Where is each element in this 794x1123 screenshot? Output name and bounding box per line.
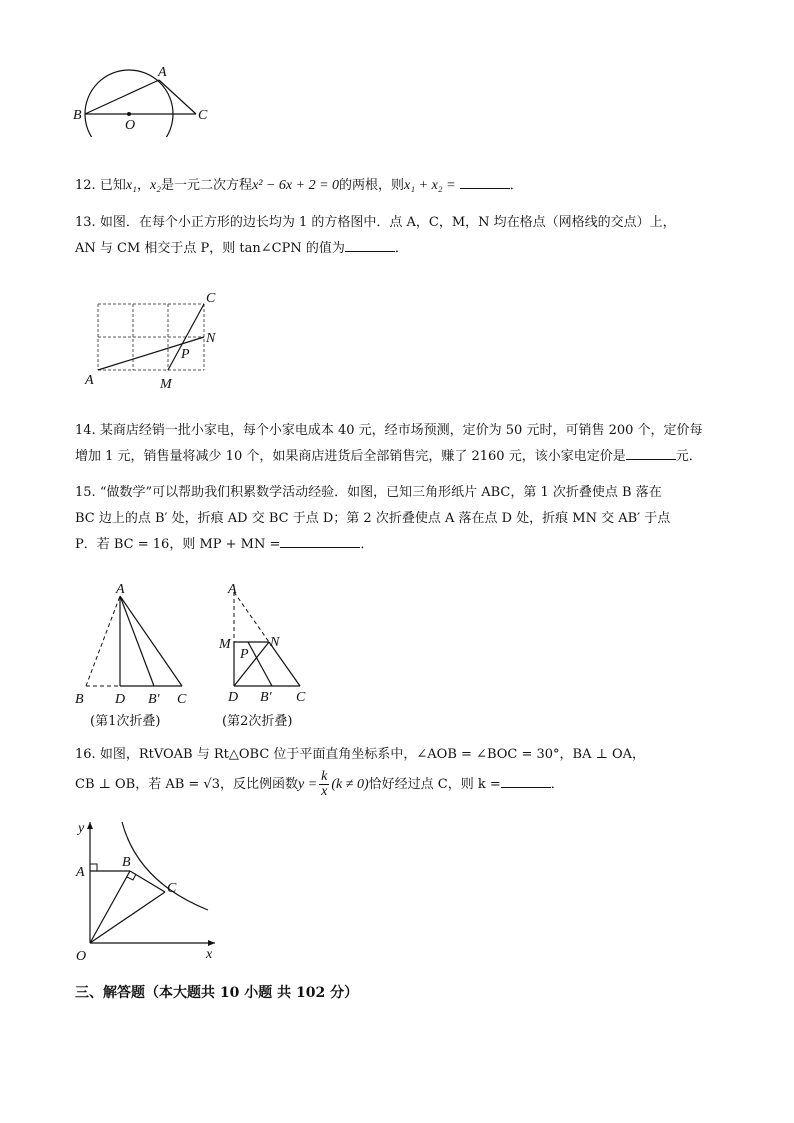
center-point: [127, 112, 131, 116]
answer-blank[interactable]: [626, 445, 676, 460]
dashed-an: [234, 592, 269, 642]
figure-fold-1: [72, 582, 202, 712]
section-heading: 三、解答题（本大题共 10 小题 共 102 分）: [75, 985, 359, 1001]
q15-end: ．: [360, 537, 374, 552]
label-p: P: [240, 647, 249, 662]
question-16: [75, 740, 725, 800]
label-b: B: [75, 692, 84, 707]
q12-end: ．: [509, 178, 523, 193]
right-angle-a-icon: [90, 864, 97, 871]
q15-line3: P．若 BC = 16，则 MP + MN =: [75, 537, 281, 552]
answer-blank[interactable]: [501, 773, 551, 788]
label-a: A: [228, 582, 237, 597]
label-c: C: [206, 291, 216, 306]
q13-line1: 如图．在每个小正方形的边长均为 1 的方格图中．点 A，C，M，N 均在格点（网格线的交点）上，: [99, 215, 676, 230]
question-12: [75, 173, 725, 199]
label-d: D: [228, 690, 239, 705]
answer-blank[interactable]: [345, 237, 395, 252]
label-c: C: [177, 692, 187, 707]
label-o: O: [76, 949, 87, 964]
q12-sep: ，: [136, 178, 150, 193]
figure-coordinate: [70, 812, 230, 972]
q12-mid: 是一元二次方程: [161, 178, 253, 193]
q16-line2: CB ⊥ OB，若 AB = √3，反比例函数: [75, 777, 298, 792]
label-x: x: [206, 947, 213, 962]
q16-end: ．: [550, 777, 564, 792]
coordinate-diagram: [70, 812, 230, 972]
label-b-prime: B′: [148, 692, 160, 707]
figure-circle-tangent: [70, 62, 220, 137]
fraction-numerator: k: [321, 769, 328, 784]
circle-diagram: [70, 62, 220, 137]
q16-line1: 如图，RtVOAB 与 Rt△OBC 位于平面直角坐标系中，∠AOB = ∠BOC = 30°，BA ⊥ OA，: [99, 747, 646, 762]
grid-diagram: [80, 290, 230, 395]
q15-line2: BC 边上的点 B′ 处，折痕 AD 交 BC 于点 D；第 2 次折叠使点 A 落在点 D 处，折痕 MN 交 AB′ 于点: [75, 511, 671, 526]
fold1-diagram: [72, 582, 202, 712]
label-m: M: [160, 377, 172, 392]
fraction-denominator: x: [321, 784, 328, 799]
x-axis-arrow-icon: [208, 940, 215, 946]
question-14: [75, 418, 725, 470]
label-c: C: [198, 108, 208, 123]
label-o: O: [125, 118, 136, 133]
q15-line1: “做数学”可以帮助我们积累数学活动经验．如图，已知三角形纸片 ABC，第 1 次折叠使点 B 落在: [99, 485, 662, 500]
q14-line1: 某商店经销一批小家电，每个小家电成本 40 元，经市场预测，定价为 50 元时，可销售 200 个，定价每: [99, 423, 703, 438]
line-ac: [120, 596, 182, 686]
answer-blank[interactable]: [460, 174, 510, 189]
fold2-diagram: [214, 580, 324, 710]
question-number: 12.: [75, 178, 96, 193]
label-n: N: [270, 635, 280, 650]
question-number: 13.: [75, 215, 96, 230]
line-oc: [90, 892, 165, 943]
figure-fold-2: [214, 580, 324, 710]
q12-equation: x² − 6x + 2 = 0: [252, 178, 340, 193]
label-p: P: [181, 347, 190, 362]
answer-blank[interactable]: [280, 533, 360, 548]
label-a: A: [116, 582, 125, 597]
label-c: C: [167, 881, 177, 896]
q12-x1: x₁: [125, 178, 137, 193]
label-b-prime: B′: [260, 690, 272, 705]
label-a: A: [85, 373, 94, 388]
label-d: D: [115, 692, 126, 707]
q12-x2: x₂: [149, 178, 162, 193]
line-ac: [159, 80, 196, 114]
label-y: y: [78, 821, 85, 836]
label-c: C: [296, 690, 306, 705]
q14-end: 元．: [675, 449, 702, 464]
q16-func-y: y =: [298, 777, 318, 792]
label-n: N: [206, 331, 216, 346]
question-number: 15.: [75, 485, 96, 500]
q13-end: ．: [394, 241, 408, 256]
question-number: 14.: [75, 423, 96, 438]
q12-expr: x₁ + x₂ =: [404, 178, 456, 193]
label-m: M: [219, 637, 231, 652]
line-ab1: [120, 596, 154, 686]
question-number: 16.: [75, 747, 96, 762]
q12-text: 已知: [99, 178, 126, 193]
q13-line2: AN 与 CM 相交于点 P，则 tan∠CPN 的值为: [75, 241, 345, 256]
question-15: [75, 480, 725, 558]
q16-func-cond: (k ≠ 0): [331, 777, 369, 792]
dashed-ab: [86, 596, 120, 686]
label-a: A: [76, 865, 85, 880]
label-a: A: [158, 65, 167, 80]
y-axis-arrow-icon: [87, 822, 93, 829]
label-b: B: [122, 855, 131, 870]
q16-line2b: 恰好经过点 C，则 k =: [368, 777, 501, 792]
question-13: [75, 210, 725, 262]
q14-line2: 增加 1 元，销售量将减少 10 个，如果商店进货后全部销售完，赚了 2160 元，该小家电定价是: [75, 449, 626, 464]
q12-mid2: 的两根，则: [339, 178, 405, 193]
figure-grid: [80, 290, 230, 395]
label-b: B: [73, 108, 82, 123]
fold1-caption: (第1次折叠): [90, 714, 161, 729]
hyperbola-curve: [122, 822, 208, 910]
line-ob: [90, 871, 130, 943]
q16-fraction: [319, 770, 329, 799]
fold2-caption: (第2次折叠): [222, 714, 293, 729]
